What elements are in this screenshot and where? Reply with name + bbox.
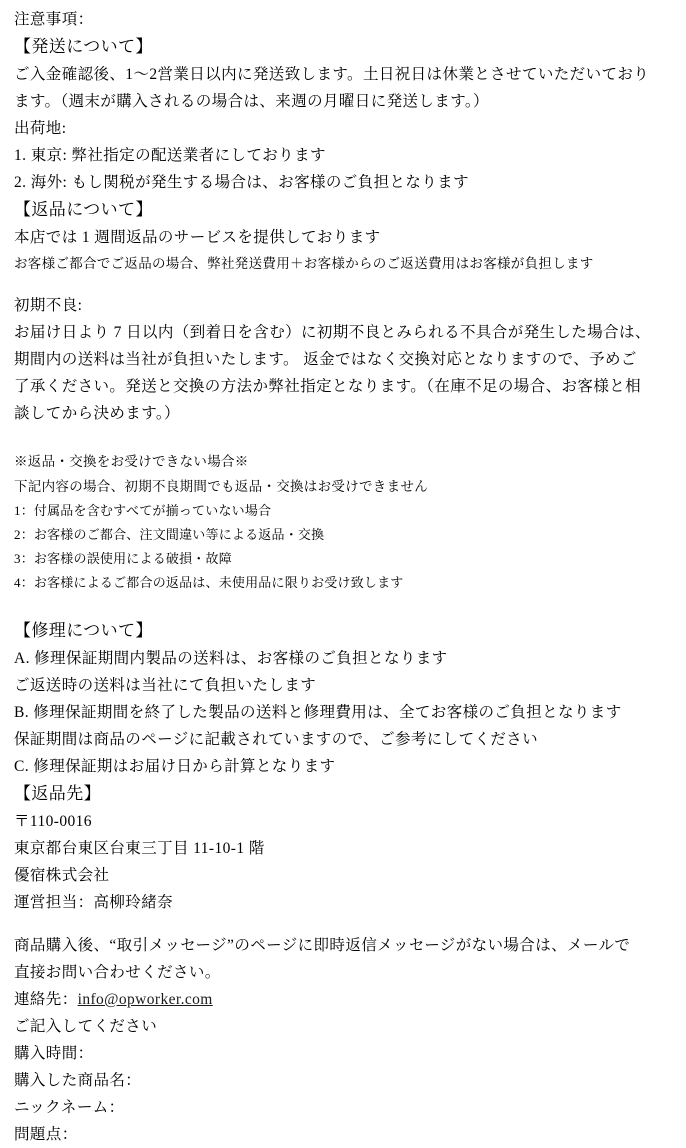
return-address-street: 東京都台東区台東三丁目 11-10-1 階 (14, 840, 265, 857)
form-field-nickname: ニックネーム： (14, 1099, 125, 1116)
spacer (14, 595, 676, 617)
contact-intro-line-2: 直接お問い合わせください。 (14, 964, 221, 981)
shipping-origin-tokyo: 1. 東京: 弊社指定の配送業者にしております (14, 147, 326, 164)
spacer (14, 276, 676, 292)
shipping-origin-overseas: 2. 海外: もし関税が発生する場合は、お客様のご負担となります (14, 174, 469, 191)
repair-line-a: A. 修理保証期間内製品の送料は、お客様のご負担となります (14, 650, 448, 667)
contact-intro-line-1: 商品購入後、“取引メッセージ”のページに即時返信メッセージがない場合は、メールで (14, 937, 631, 954)
form-field-purchase-time: 購入時間： (14, 1045, 94, 1062)
section-heading-initial-defect: 初期不良: (14, 297, 83, 314)
form-intro: ご記入してください (14, 1018, 158, 1035)
spacer (14, 427, 676, 449)
shipping-line-2: ます。（週末が購入されるの場合は、来週の月曜日に発送します。） (14, 93, 489, 110)
document-title: 注意事項： (14, 11, 94, 28)
not-accepted-item-1: 1：付属品を含むすべてが揃っていない場合 (14, 503, 272, 518)
repair-line-b: B. 修理保証期間を終了した製品の送料と修理費用は、全てお客様のご負担となります (14, 704, 622, 721)
not-accepted-line-1: 下記内容の場合、初期不良期間でも返品・交換はお受けできません (14, 479, 428, 494)
return-address-company: 優宿株式会社 (14, 867, 110, 884)
return-address-postal-code: 〒110-0016 (14, 813, 92, 830)
contact-row (14, 986, 676, 1013)
spacer (14, 916, 676, 932)
shipping-origin-label: 出荷地: (14, 120, 67, 137)
returns-note: お客様ご都合でご返品の場合、弊社発送費用＋お客様からのご返送費用はお客様が負担します (14, 256, 594, 271)
not-accepted-item-3: 3：お客様の誤使用による破損・故障 (14, 551, 232, 566)
shipping-line-1: ご入金確認後、1〜2営業日以内に発送致します。土日祝日は休業とさせていただいており (14, 66, 650, 83)
not-accepted-item-4: 4：お客様によるご都合の返品は、未使用品に限りお受け致します (14, 575, 404, 590)
repair-line-c: C. 修理保証期はお届け日から計算となります (14, 758, 336, 775)
initial-defect-line-2: 期間内の送料は当社が負担いたします。 返金ではなく交換対応となりますので、予めご (14, 351, 637, 368)
section-heading-return-address: 【返品先】 (14, 784, 101, 803)
initial-defect-line-3: 了承ください。発送と交換の方法か弊社指定となります。（在庫不足の場合、お客様と相 (14, 378, 642, 395)
initial-defect-line-1: お届け日より 7 日以内（到着日を含む）に初期不良とみられる不具合が発生した場合は、 (14, 324, 651, 341)
contact-label: 連絡先： (14, 991, 78, 1008)
form-field-product-name: 購入した商品名： (14, 1072, 142, 1089)
section-heading-repair: 【修理について】 (14, 621, 153, 640)
form-field-issue: 問題点： (14, 1126, 78, 1143)
not-accepted-item-2: 2：お客様のご都合、注文間違い等による返品・交換 (14, 527, 325, 542)
section-heading-not-accepted: ※返品・交換をお受けできない場合※ (14, 454, 249, 469)
repair-line-a-note: ご返送時の送料は当社にて負担いたします (14, 677, 317, 694)
section-heading-shipping: 【発送について】 (14, 37, 153, 56)
initial-defect-line-4: 談してから決めます。） (14, 405, 180, 422)
return-address-contact-person: 運営担当：高柳玲緒奈 (14, 894, 174, 911)
repair-line-b-note: 保証期間は商品のページに記載されていますので、ご参考にしてください (14, 731, 539, 748)
returns-line-1: 本店では 1 週間返品のサービスを提供しております (14, 229, 381, 246)
section-heading-returns: 【返品について】 (14, 200, 153, 219)
contact-email-link[interactable]: info@opworker.com (77, 991, 213, 1008)
